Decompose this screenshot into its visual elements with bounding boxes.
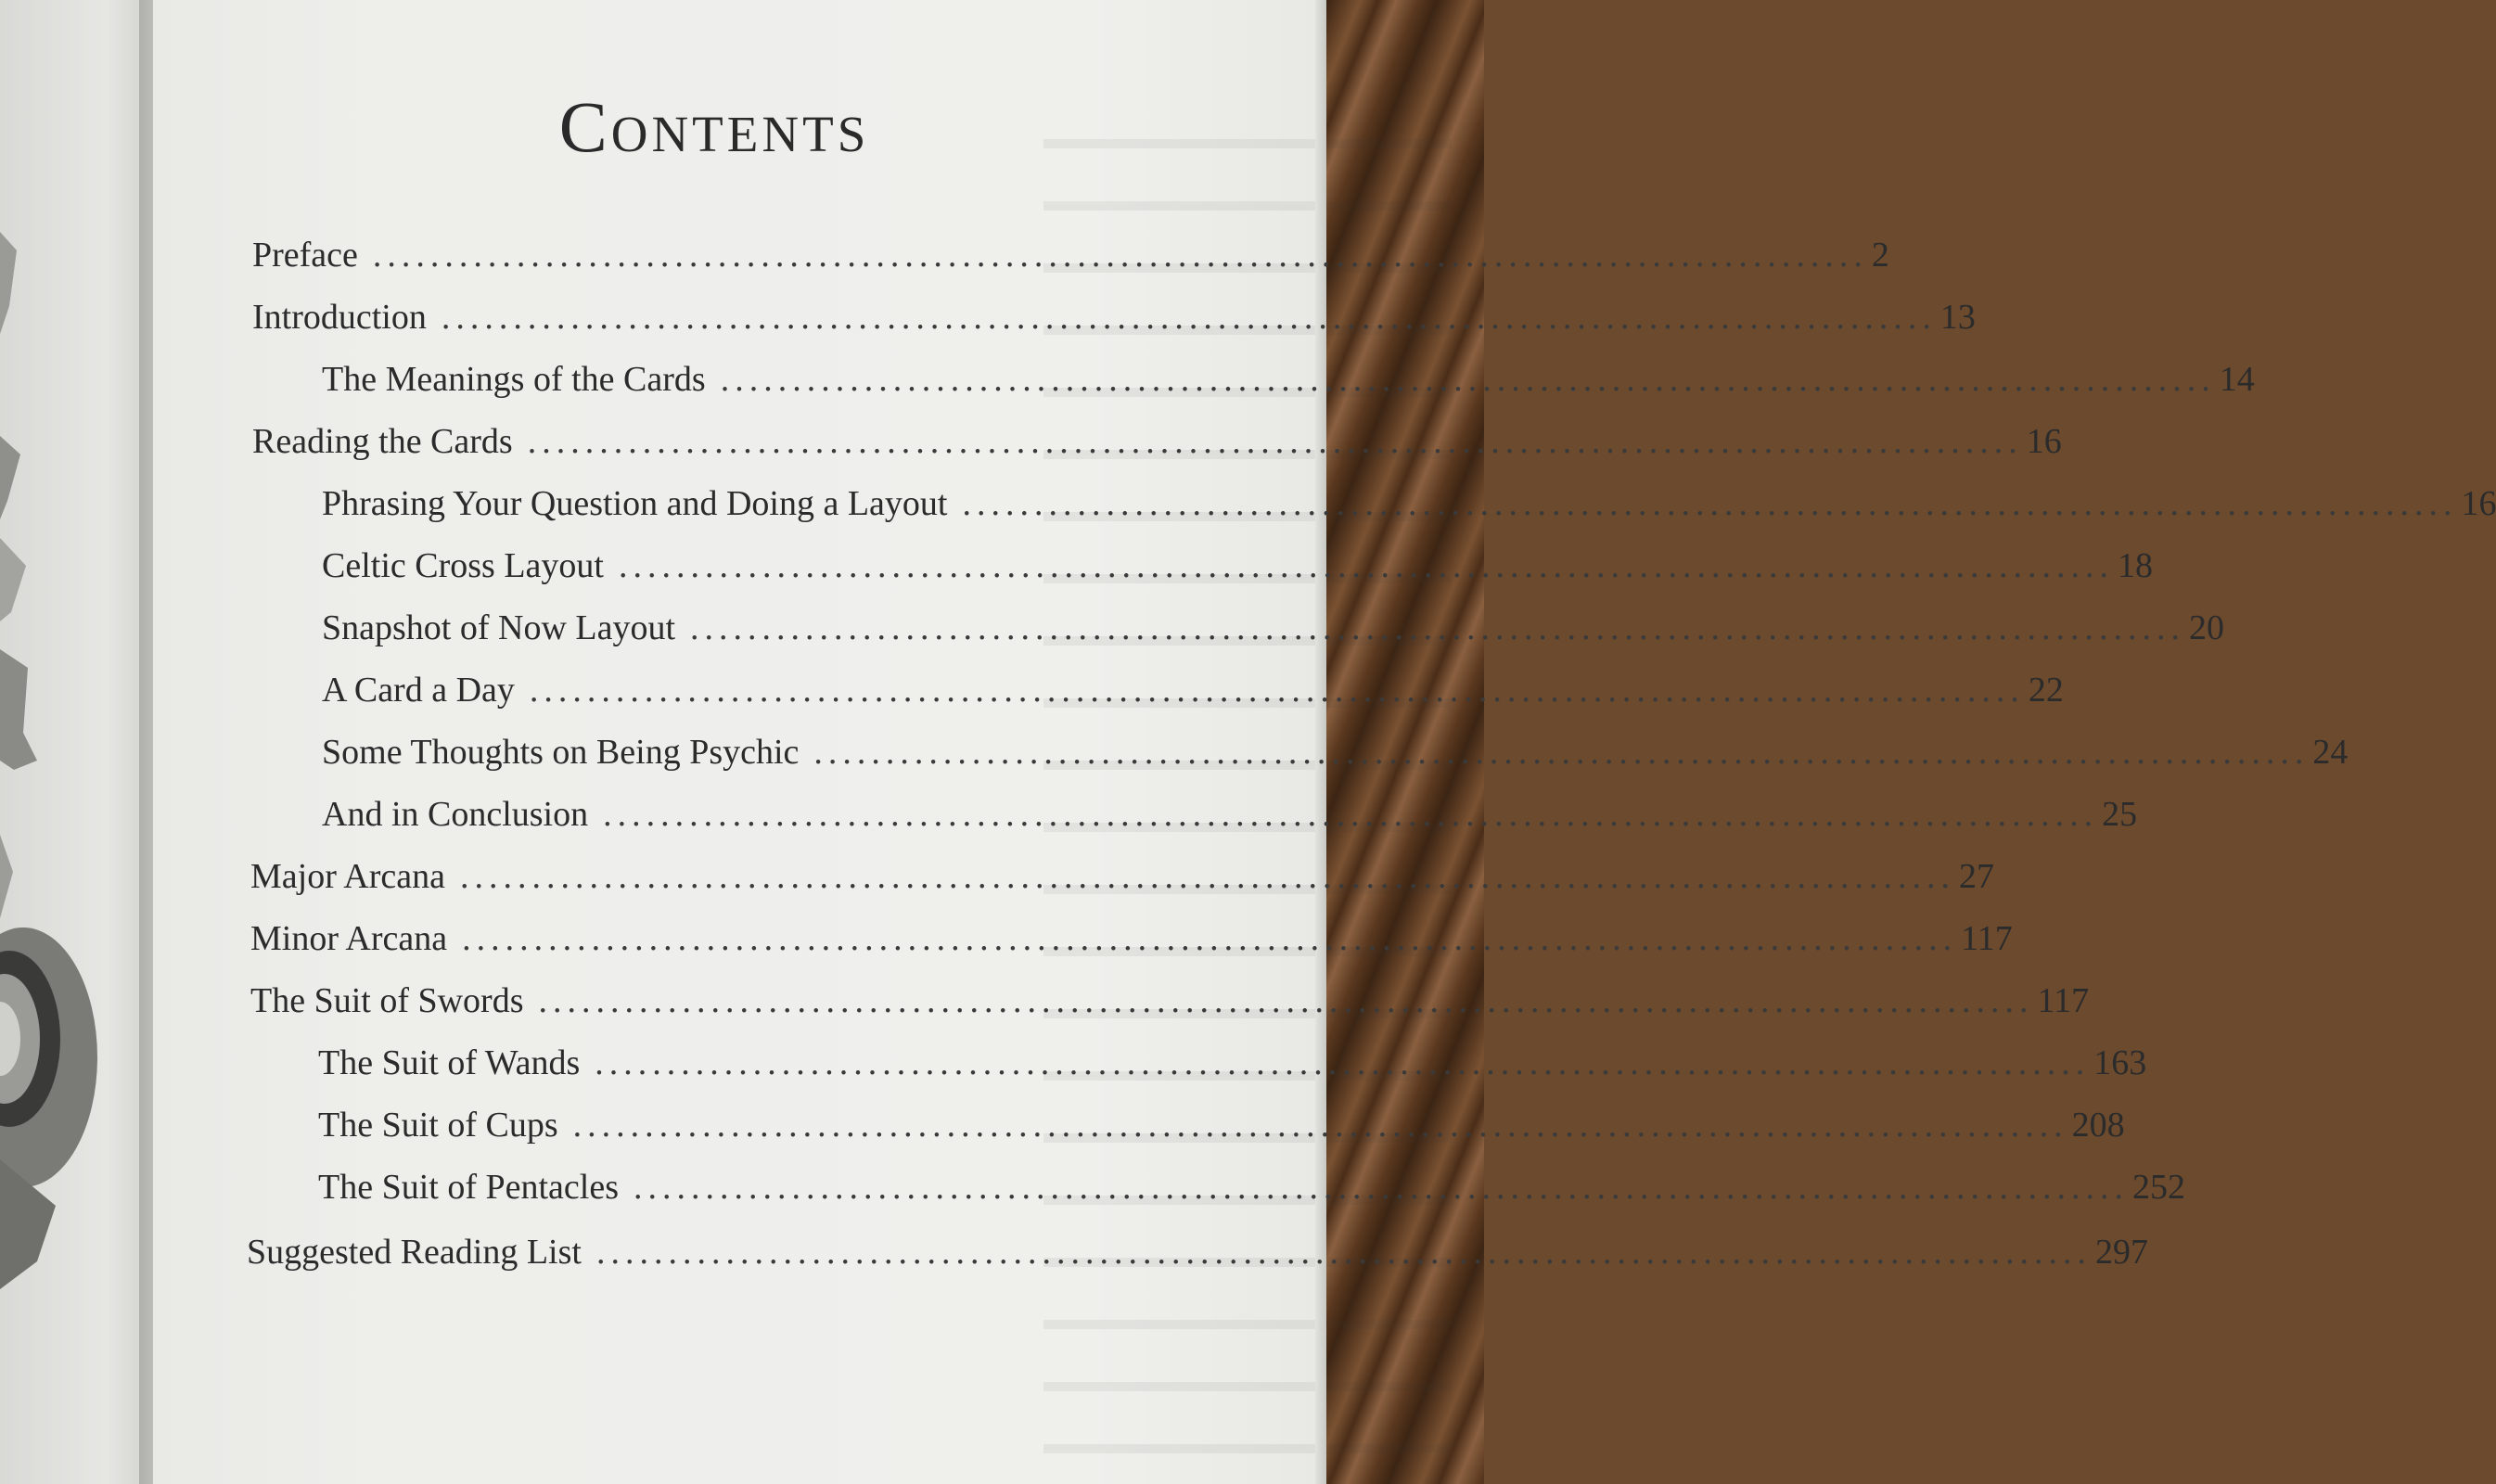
toc-entry xyxy=(252,236,1889,275)
dot-leader: ........................................................................................................ xyxy=(633,1168,2129,1207)
page-title: Contents xyxy=(558,86,870,167)
toc-entry-label: The Suit of Pentacles xyxy=(318,1168,619,1207)
toc-entry xyxy=(322,795,2138,834)
toc-entry xyxy=(322,360,2255,399)
toc-entry xyxy=(250,857,1994,896)
toc-page-number: 16 xyxy=(2461,484,2496,523)
toc-page-number: 24 xyxy=(2312,733,2349,772)
toc-page-number: 18 xyxy=(2117,546,2153,585)
toc-entry xyxy=(322,608,2225,647)
toc-entry-label: Introduction xyxy=(252,298,427,337)
toc-entry-label: Minor Arcana xyxy=(250,919,448,958)
toc-entry-label: Reading the Cards xyxy=(252,422,513,461)
toc-entry xyxy=(318,1043,2147,1082)
toc-page-number: 20 xyxy=(2189,608,2225,647)
dot-leader: ........................................................................................................ xyxy=(618,546,2114,585)
toc-page-number: 252 xyxy=(2131,1168,2185,1207)
dot-leader: ........................................................................................................ xyxy=(572,1106,2068,1145)
toc-page-number: 25 xyxy=(2102,795,2138,834)
toc-entry xyxy=(322,733,2349,772)
toc-entry-label: The Suit of Cups xyxy=(318,1106,558,1145)
toc-entry-label: A Card a Day xyxy=(322,671,515,710)
toc-entry-label: Preface xyxy=(252,236,358,275)
dot-leader: ........................................................................................................ xyxy=(462,919,1958,958)
dot-leader: ........................................................................................................ xyxy=(813,733,2310,772)
toc-entry xyxy=(322,484,2496,523)
toc-page-number: 22 xyxy=(2028,671,2064,710)
toc-entry xyxy=(322,671,2064,710)
toc-page-number: 163 xyxy=(2093,1043,2147,1082)
toc-entry-label: Phrasing Your Question and Doing a Layout xyxy=(322,484,948,523)
dot-leader: ........................................................................................................ xyxy=(538,981,2034,1020)
dot-leader: ........................................................................................................ xyxy=(441,298,1937,337)
dot-leader: ........................................................................................................ xyxy=(690,608,2186,647)
toc-entry xyxy=(250,919,2013,958)
dot-leader: ........................................................................................................ xyxy=(720,360,2216,399)
toc-entry-label: The Suit of Wands xyxy=(318,1043,581,1082)
toc-entry-label: Some Thoughts on Being Psychic xyxy=(322,733,800,772)
toc-entry-label: Suggested Reading List xyxy=(247,1233,582,1272)
toc-entry-label: Celtic Cross Layout xyxy=(322,546,604,585)
toc-entry-label: Snapshot of Now Layout xyxy=(322,608,676,647)
dot-leader: ........................................................................................................ xyxy=(529,671,2025,710)
toc-entry xyxy=(252,298,1976,337)
toc-entry xyxy=(247,1233,2148,1272)
toc-page-number: 27 xyxy=(1958,857,1994,896)
toc-page-number: 297 xyxy=(2094,1233,2148,1272)
toc-page-number: 2 xyxy=(1871,236,1889,275)
toc-entry xyxy=(252,422,2062,461)
dot-leader: ........................................................................................................ xyxy=(962,484,2458,523)
toc-entry xyxy=(250,981,2090,1020)
toc-page-number: 13 xyxy=(1939,298,1976,337)
dot-leader: ........................................................................................................ xyxy=(459,857,1955,896)
dot-leader: ........................................................................................................ xyxy=(595,1233,2092,1272)
toc-entry xyxy=(318,1106,2125,1145)
toc-page-number: 117 xyxy=(1961,919,2013,958)
dot-leader: ........................................................................................................ xyxy=(595,1043,2091,1082)
toc-entry-label: Major Arcana xyxy=(250,857,445,896)
dot-leader: ........................................................................................................ xyxy=(603,795,2099,834)
toc-entry-label: The Suit of Swords xyxy=(250,981,524,1020)
toc-entry-label: The Meanings of the Cards xyxy=(322,360,706,399)
toc-entry-label: And in Conclusion xyxy=(322,795,589,834)
toc-page-number: 16 xyxy=(2026,422,2062,461)
toc-entry xyxy=(318,1168,2185,1207)
toc-page-number: 208 xyxy=(2071,1106,2125,1145)
toc-page-number: 117 xyxy=(2037,981,2090,1020)
dot-leader: ........................................................................................................ xyxy=(527,422,2023,461)
toc-page-number: 14 xyxy=(2219,360,2255,399)
dot-leader: ........................................................................................................ xyxy=(372,236,1868,275)
toc-entry xyxy=(322,546,2153,585)
